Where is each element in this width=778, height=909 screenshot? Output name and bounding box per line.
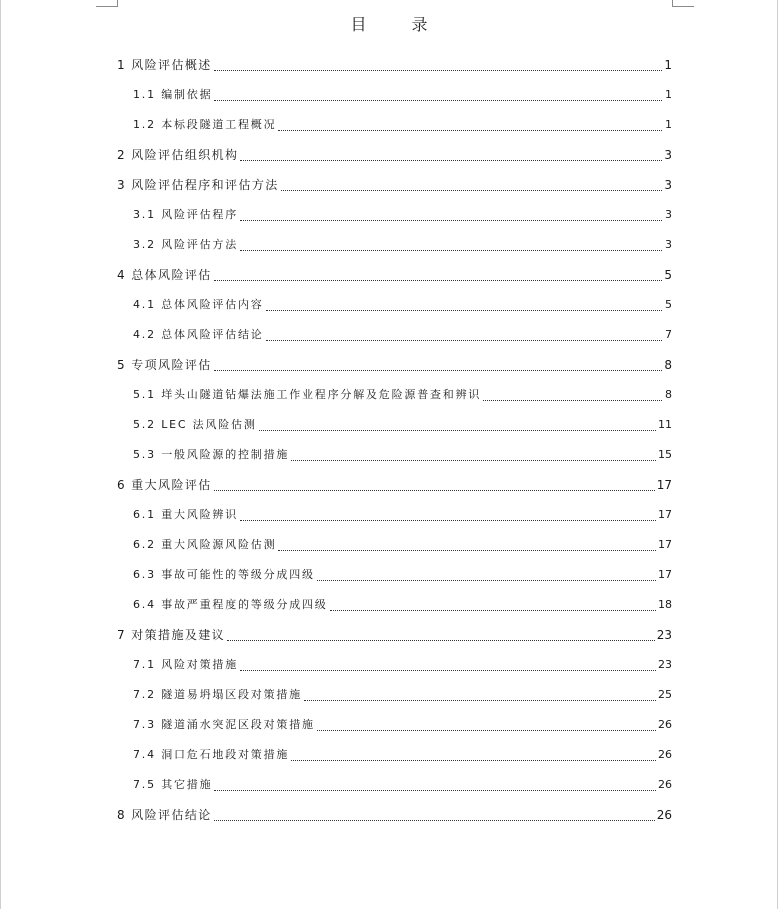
toc-entry-page: 26 bbox=[658, 748, 672, 761]
dot-leader bbox=[317, 579, 656, 581]
dot-leader bbox=[330, 609, 656, 611]
toc-entry-page: 3 bbox=[665, 208, 672, 221]
dot-leader bbox=[266, 339, 662, 341]
toc-entry-label: 7 对策措施及建议 bbox=[117, 628, 226, 642]
toc-entry-label: 8 风险评估结论 bbox=[117, 808, 212, 822]
toc-entry-page: 1 bbox=[664, 58, 672, 72]
toc-entry-label: 7.3 隧道涌水突泥区段对策措施 bbox=[133, 718, 315, 731]
page-left-edge bbox=[0, 0, 1, 909]
toc-entry-label: 5.1 垟头山隧道钻爆法施工作业程序分解及危险源普查和辨识 bbox=[133, 388, 482, 401]
toc-entry[interactable] bbox=[117, 140, 672, 170]
toc-entry[interactable] bbox=[117, 440, 672, 470]
dot-leader bbox=[304, 699, 656, 701]
table-of-contents bbox=[117, 50, 672, 830]
toc-entry[interactable] bbox=[117, 500, 672, 530]
toc-entry[interactable] bbox=[117, 470, 672, 500]
toc-entry[interactable] bbox=[117, 530, 672, 560]
dot-leader bbox=[240, 669, 656, 671]
dot-leader bbox=[240, 219, 662, 221]
toc-entry-label: 5.3 一般风险源的控制措施 bbox=[133, 448, 290, 461]
toc-entry-label: 7.4 洞口危石地段对策措施 bbox=[133, 748, 290, 761]
toc-entry[interactable] bbox=[117, 350, 672, 380]
toc-entry[interactable] bbox=[117, 710, 672, 740]
toc-entry-label: 6.3 事故可能性的等级分成四级 bbox=[133, 568, 315, 581]
toc-entry[interactable] bbox=[117, 80, 672, 110]
toc-entry-page: 26 bbox=[656, 808, 672, 822]
toc-entry-label: 3.2 风险评估方法 bbox=[133, 238, 238, 251]
toc-entry[interactable] bbox=[117, 410, 672, 440]
toc-entry[interactable] bbox=[117, 170, 672, 200]
dot-leader bbox=[240, 519, 656, 521]
toc-entry-page: 1 bbox=[665, 88, 672, 101]
toc-entry-label: 6.4 事故严重程度的等级分成四级 bbox=[133, 598, 328, 611]
toc-entry-page: 5 bbox=[665, 298, 672, 311]
toc-title: 目 录 bbox=[350, 15, 448, 34]
dot-leader bbox=[281, 189, 662, 191]
dot-leader bbox=[259, 429, 656, 431]
dot-leader bbox=[214, 489, 655, 491]
toc-entry-page: 5 bbox=[664, 268, 672, 282]
toc-entry-page: 17 bbox=[658, 538, 672, 551]
toc-entry-label: 3.1 风险评估程序 bbox=[133, 208, 238, 221]
toc-entry[interactable] bbox=[117, 110, 672, 140]
toc-entry-page: 8 bbox=[664, 358, 672, 372]
toc-entry-label: 7.2 隧道易坍塌区段对策措施 bbox=[133, 688, 302, 701]
toc-entry-page: 23 bbox=[658, 658, 672, 671]
dot-leader bbox=[278, 549, 656, 551]
dot-leader bbox=[291, 459, 656, 461]
toc-entry-page: 8 bbox=[665, 388, 672, 401]
toc-entry[interactable] bbox=[117, 800, 672, 830]
toc-entry-page: 3 bbox=[664, 178, 672, 192]
toc-entry-page: 1 bbox=[665, 118, 672, 131]
toc-entry-page: 26 bbox=[658, 778, 672, 791]
dot-leader bbox=[240, 249, 662, 251]
dot-leader bbox=[317, 729, 656, 731]
toc-entry-label: 1.2 本标段隧道工程概况 bbox=[133, 118, 277, 131]
toc-entry-label: 5 专项风险评估 bbox=[117, 358, 212, 372]
dot-leader bbox=[214, 279, 662, 281]
crop-mark-top-left bbox=[96, 6, 118, 7]
dot-leader bbox=[266, 309, 662, 311]
toc-entry[interactable] bbox=[117, 680, 672, 710]
toc-entry-label: 4.1 总体风险评估内容 bbox=[133, 298, 264, 311]
dot-leader bbox=[227, 639, 655, 641]
dot-leader bbox=[214, 99, 662, 101]
toc-entry-page: 17 bbox=[656, 478, 672, 492]
toc-entry-page: 17 bbox=[658, 568, 672, 581]
crop-mark-top-left bbox=[117, 0, 118, 7]
dot-leader bbox=[278, 129, 662, 131]
toc-entry-label: 5.2 LEC 法风险估测 bbox=[133, 418, 257, 431]
toc-entry-page: 25 bbox=[658, 688, 672, 701]
toc-entry[interactable] bbox=[117, 620, 672, 650]
toc-entry-page: 11 bbox=[658, 418, 672, 431]
toc-entry-label: 3 风险评估程序和评估方法 bbox=[117, 178, 279, 192]
toc-entry-label: 4.2 总体风险评估结论 bbox=[133, 328, 264, 341]
toc-entry[interactable] bbox=[117, 770, 672, 800]
toc-entry[interactable] bbox=[117, 260, 672, 290]
dot-leader bbox=[214, 789, 656, 791]
toc-entry-label: 6.2 重大风险源风险估测 bbox=[133, 538, 277, 551]
toc-entry[interactable] bbox=[117, 320, 672, 350]
toc-entry[interactable] bbox=[117, 230, 672, 260]
toc-entry-page: 3 bbox=[664, 148, 672, 162]
toc-entry-label: 2 风险评估组织机构 bbox=[117, 148, 239, 162]
toc-entry[interactable] bbox=[117, 200, 672, 230]
toc-entry[interactable] bbox=[117, 740, 672, 770]
toc-entry-label: 4 总体风险评估 bbox=[117, 268, 212, 282]
toc-entry-label: 1.1 编制依据 bbox=[133, 88, 213, 101]
toc-entry-label: 7.1 风险对策措施 bbox=[133, 658, 238, 671]
toc-entry-page: 26 bbox=[658, 718, 672, 731]
dot-leader bbox=[240, 159, 662, 161]
toc-entry-label: 7.5 其它措施 bbox=[133, 778, 213, 791]
toc-entry-label: 6.1 重大风险辨识 bbox=[133, 508, 238, 521]
dot-leader bbox=[214, 369, 662, 371]
toc-entry-page: 23 bbox=[656, 628, 672, 642]
toc-entry[interactable] bbox=[117, 590, 672, 620]
crop-mark-top-right bbox=[672, 0, 673, 7]
toc-entry-label: 6 重大风险评估 bbox=[117, 478, 212, 492]
toc-entry[interactable] bbox=[117, 560, 672, 590]
toc-entry-page: 18 bbox=[658, 598, 672, 611]
dot-leader bbox=[483, 399, 662, 401]
toc-entry-page: 17 bbox=[658, 508, 672, 521]
toc-entry-page: 7 bbox=[665, 328, 672, 341]
toc-entry[interactable] bbox=[117, 50, 672, 80]
dot-leader bbox=[291, 759, 656, 761]
toc-entry[interactable] bbox=[117, 650, 672, 680]
dot-leader bbox=[214, 69, 662, 71]
toc-entry[interactable] bbox=[117, 290, 672, 320]
toc-entry[interactable] bbox=[117, 380, 672, 410]
toc-entry-page: 15 bbox=[658, 448, 672, 461]
dot-leader bbox=[214, 819, 655, 821]
toc-entry-label: 1 风险评估概述 bbox=[117, 58, 212, 72]
crop-mark-top-right bbox=[672, 6, 694, 7]
toc-entry-page: 3 bbox=[665, 238, 672, 251]
